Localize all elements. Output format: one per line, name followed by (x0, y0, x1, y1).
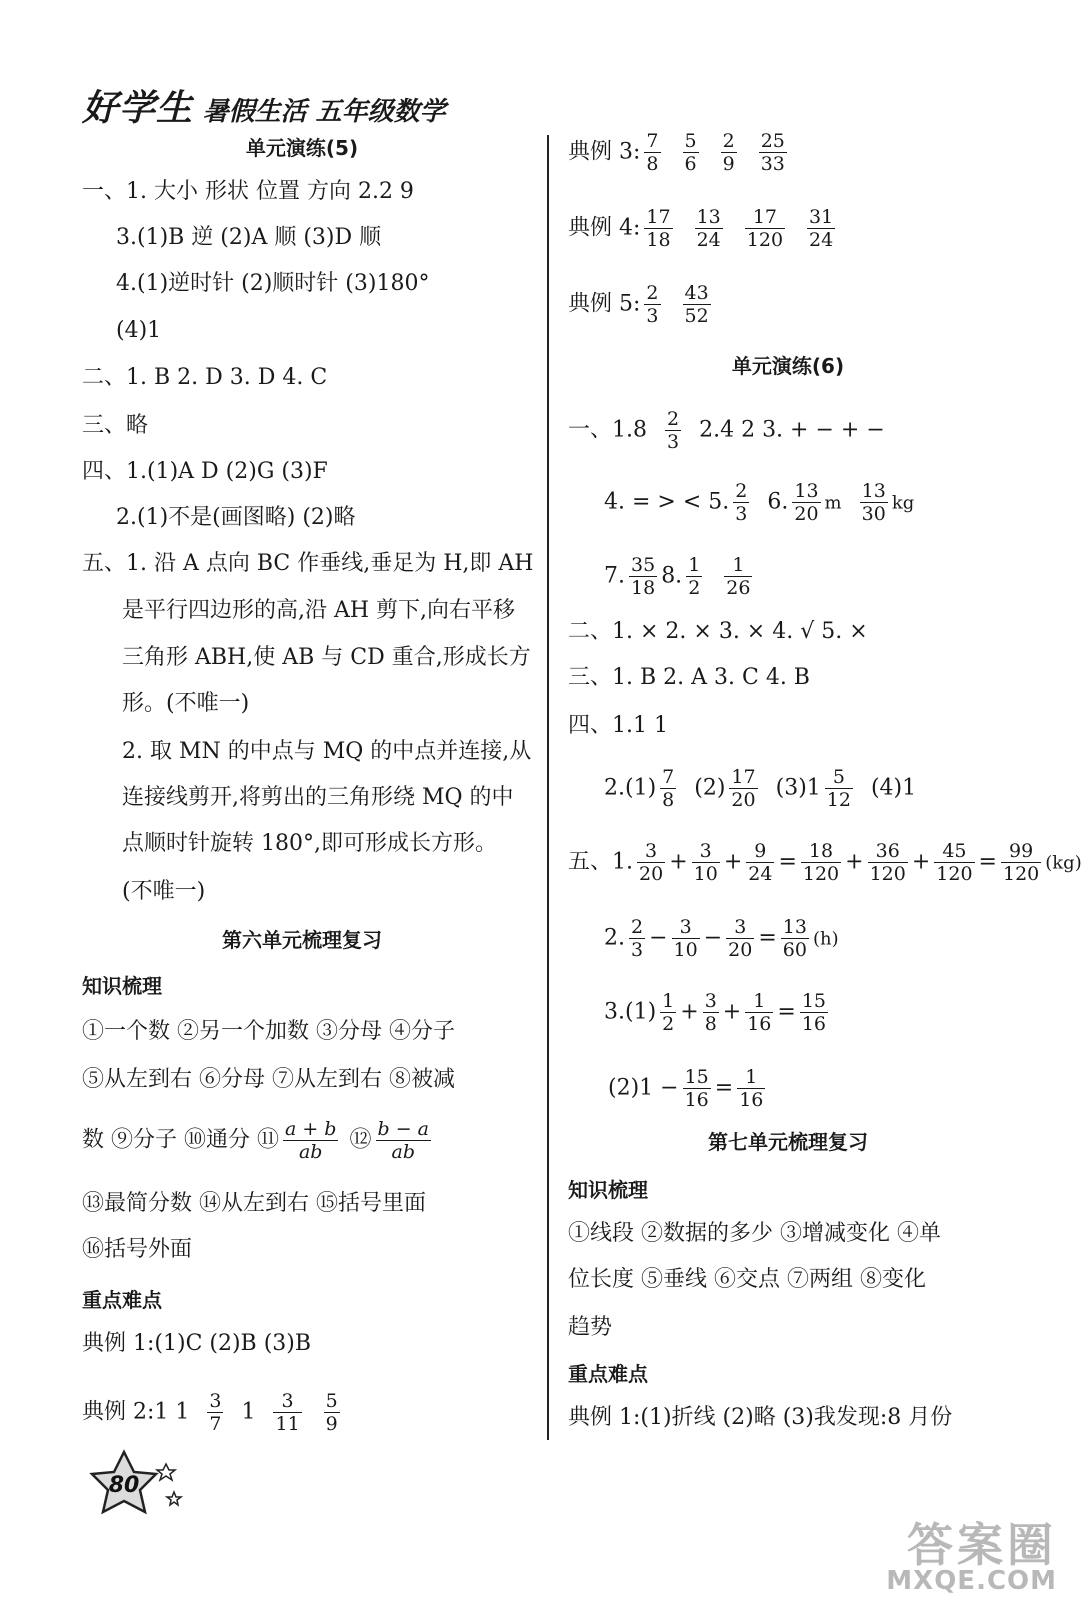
fraction-numerator: 45 (934, 840, 974, 863)
fraction (665, 408, 681, 453)
fraction-numerator: 15 (801, 990, 827, 1012)
example-line (568, 282, 715, 327)
answer-line: 四、1.(1)A D (2)G (3)F (82, 459, 328, 484)
fraction-denominator: 3 (631, 939, 644, 961)
watermark-url: MXQE.COM (886, 1566, 1057, 1596)
fraction-denominator: 30 (861, 503, 886, 525)
fraction-denominator: 26 (726, 577, 751, 599)
fraction-numerator: 1 (662, 990, 675, 1012)
fraction-denominator: 120 (936, 863, 973, 885)
example-line (568, 206, 839, 251)
fraction (629, 554, 657, 599)
knowledge-line: ⑬最简分数 ⑭从左到右 ⑮括号里面 (82, 1191, 426, 1216)
fraction-numerator: 7 (662, 766, 675, 788)
fraction (683, 130, 699, 175)
unit-label: (kg) (1045, 852, 1082, 874)
fraction (660, 766, 676, 811)
answer-line: 2. $\frac{2}{3}$ − $\frac{3}{10}$ − $\frac{3}{20}$ = $\frac{13}{60}$ (h) (604, 916, 839, 961)
fraction-denominator: 20 (728, 939, 753, 961)
fraction (721, 130, 737, 175)
unit5-heading: 单元演练(5) (245, 136, 359, 160)
fraction-denominator: ab (298, 1141, 323, 1163)
fraction (746, 840, 774, 885)
fraction-denominator: ab (391, 1141, 415, 1163)
knowledge-heading: 知识梳理 (82, 974, 162, 998)
answer-line: (2)1 − $\frac{15}{16}$ = $\frac{1}{16}$ (608, 1066, 764, 1111)
fraction-numerator: 15 (684, 1066, 709, 1088)
unit6-heading: 单元演练(6) (731, 354, 845, 378)
knowledge-line: 位长度 ⑤垂线 ⑥交点 ⑦两组 ⑧变化 (568, 1267, 926, 1292)
answer-line: 2. 取 MN 的中点与 MQ 的中点并连接,从 (122, 739, 532, 764)
knowledge-line: ①线段 ②数据的多少 ③增减变化 ④单 (568, 1221, 941, 1246)
fraction-denominator: 11 (275, 1413, 300, 1435)
fraction-denominator: 2 (662, 1013, 675, 1035)
text-segment: (4)1 (870, 775, 917, 801)
text-segment: 7. (604, 563, 625, 589)
fraction (283, 1118, 339, 1163)
fraction (660, 990, 676, 1035)
fraction-numerator: 99 (1001, 840, 1041, 863)
key-points-heading: 重点难点 (568, 1362, 648, 1386)
fraction-numerator: 1 (724, 554, 752, 577)
fraction (745, 990, 773, 1035)
answer-line (568, 408, 885, 453)
page-number-badge (88, 1448, 198, 1528)
fraction-numerator: 2 (722, 130, 735, 152)
knowledge-line (82, 1118, 435, 1163)
fraction (733, 480, 749, 525)
fraction-numerator: 25 (760, 130, 785, 152)
fraction (759, 130, 787, 175)
fraction-denominator: 7 (209, 1413, 222, 1435)
answer-line: 三角形 ABH,使 AB 与 CD 重合,形成长方 (122, 645, 531, 670)
answer-line: 3.(1)B 逆 (2)A 顺 (3)D 顺 (116, 225, 382, 250)
fraction-denominator: 6 (684, 153, 697, 175)
answer-line: 形。(不唯一) (122, 691, 250, 716)
fraction-denominator: 20 (794, 503, 819, 525)
fraction-numerator: 5 (684, 130, 697, 152)
text-segment: 五、1. (568, 849, 633, 875)
fraction-denominator: 16 (747, 1013, 772, 1035)
fraction (686, 554, 702, 599)
fraction-denominator: 10 (693, 863, 718, 885)
fraction (683, 282, 711, 327)
example-line: 典例 1:(1)C (2)B (3)B (82, 1331, 312, 1356)
example-line (568, 130, 791, 175)
answer-line: 三、1. B 2. A 3. C 4. B (568, 665, 810, 690)
answer-line: 二、1. × 2. × 3. × 4. √ 5. × (568, 619, 868, 644)
fraction (860, 480, 888, 525)
fraction (692, 840, 720, 885)
page-number: 80 (108, 1473, 140, 1498)
fraction-numerator: b − a (377, 1118, 429, 1140)
fraction-numerator: 31 (809, 206, 834, 228)
answer-line (604, 766, 916, 811)
fraction-denominator: 18 (631, 577, 656, 599)
fraction (703, 990, 719, 1035)
fraction-numerator: 35 (631, 554, 656, 576)
fraction-denominator: 33 (760, 153, 785, 175)
text-segment: (2)1 − (608, 1075, 679, 1101)
text-segment: 典例 5: (568, 291, 641, 317)
fraction-numerator: 13 (782, 916, 807, 938)
fraction-numerator: 2 (646, 282, 659, 304)
fraction-denominator: 120 (869, 863, 906, 885)
answer-line (604, 554, 756, 599)
text-segment: 数 ⑨分子 ⑩通分 ⑪ (82, 1127, 279, 1153)
answer-line: 4.(1)逆时针 (2)顺时针 (3)180° (116, 271, 430, 296)
fraction (801, 840, 841, 885)
fraction-numerator: 7 (646, 130, 659, 152)
fraction-denominator: 20 (639, 863, 664, 885)
fraction-denominator: 120 (802, 863, 840, 885)
fraction (781, 916, 809, 961)
answer-line: 2.(1)不是(画图略) (2)略 (116, 505, 356, 530)
knowledge-line: 趋势 (568, 1315, 613, 1340)
fraction-numerator: 13 (696, 206, 721, 228)
fraction-denominator: 18 (646, 229, 671, 251)
knowledge-line: ⑤从左到右 ⑥分母 ⑦从左到右 ⑧被减 (82, 1067, 455, 1092)
fraction (792, 480, 820, 525)
fraction-numerator: 2 (631, 916, 644, 938)
fraction (800, 990, 828, 1035)
fraction-numerator: 43 (684, 282, 709, 304)
knowledge-heading: 知识梳理 (568, 1178, 648, 1202)
fraction-denominator: 24 (748, 863, 773, 885)
fraction-numerator: 3 (704, 990, 717, 1012)
answer-line: 二、1. B 2. D 3. D 4. C (82, 365, 328, 390)
text-segment: 典例 2:1 1 (82, 1399, 190, 1425)
answer-line: 3.(1) $\frac{1}{2}$ + $\frac{3}{8}$ + $\frac{1}{16}$ = $\frac{15}{16}$ (604, 990, 827, 1035)
fraction (695, 206, 723, 251)
fraction-denominator: 120 (746, 229, 784, 251)
fraction (726, 916, 754, 961)
fraction-numerator: 18 (801, 840, 841, 863)
book-title (82, 80, 446, 131)
fraction (745, 206, 785, 251)
answer-line: 三、略 (82, 413, 149, 438)
example-line (82, 1390, 344, 1435)
column-divider (547, 135, 549, 1440)
fraction (644, 130, 660, 175)
fraction-denominator: 12 (826, 789, 851, 811)
unit6-review-heading: 第六单元梳理复习 (222, 928, 382, 952)
unit-label: (h) (812, 928, 839, 950)
fraction-denominator: 20 (731, 789, 756, 811)
fraction-numerator: 3 (692, 840, 720, 863)
fraction-numerator: 3 (637, 840, 665, 863)
fraction-numerator: 1 (745, 990, 773, 1013)
fraction-numerator: 2 (735, 480, 748, 502)
fraction (629, 916, 645, 961)
fraction-numerator: 9 (746, 840, 774, 863)
answer-line: 连接线剪开,将剪出的三角形绕 MQ 的中 (122, 785, 514, 810)
text-segment: 1 (241, 1399, 256, 1425)
fraction-numerator: 13 (861, 480, 886, 502)
fraction-denominator: 52 (684, 305, 709, 327)
example-line: 典例 1:(1)折线 (2)略 (3)我发现:8 月份 (568, 1405, 953, 1430)
fraction-denominator: 120 (1002, 863, 1040, 885)
fraction (644, 282, 660, 327)
unit7-review-heading: 第七单元梳理复习 (708, 1130, 868, 1154)
fraction-denominator: 16 (801, 1013, 827, 1035)
answer-line: 五、1. $\frac{3}{20}$ + $\frac{3}{10}$ + $\frac{9}{24}$ = $\frac{18}{120}$ + $\frac{36}{120}$ + $\frac{45}{120}$ = $\frac{99}{120}$ (kg) (568, 840, 1082, 885)
fraction-denominator: 8 (704, 1013, 717, 1035)
book-title-main: 好学生 (82, 88, 194, 129)
text-segment: 2.(1) (604, 775, 657, 801)
fraction-numerator: 3 (209, 1390, 222, 1412)
fraction-numerator: 36 (868, 840, 908, 863)
fraction (1001, 840, 1041, 885)
watermark-logo: 答案圈 (907, 1518, 1057, 1572)
fraction-denominator: 3 (646, 305, 659, 327)
answer-line: 是平行四边形的高,沿 AH 剪下,向右平移 (122, 598, 516, 623)
answer-line: 五、1. 沿 A 点向 BC 作垂线,垂足为 H,即 AH (82, 551, 534, 576)
fraction-numerator: 1 (688, 554, 701, 576)
answer-line: (4)1 (116, 318, 162, 343)
fraction (672, 916, 700, 961)
fraction (376, 1118, 432, 1163)
unit-label: kg (891, 492, 915, 514)
fraction-denominator: 9 (325, 1413, 338, 1435)
text-segment: 4. = > < 5. (604, 489, 730, 515)
fraction (637, 840, 665, 885)
fraction (825, 766, 853, 811)
answer-line: (不唯一) (122, 879, 206, 904)
fraction-numerator: 5 (325, 1390, 338, 1412)
fraction-numerator: 5 (825, 766, 853, 789)
fraction-numerator: 13 (794, 480, 819, 502)
knowledge-line: ①一个数 ②另一个加数 ③分母 ④分子 (82, 1019, 455, 1044)
fraction (934, 840, 974, 885)
fraction-denominator: 60 (782, 939, 807, 961)
watermark (886, 1518, 1057, 1596)
fraction-denominator: 9 (722, 153, 735, 175)
fraction-numerator: 17 (646, 206, 671, 228)
fraction-denominator: 3 (735, 503, 748, 525)
fraction-numerator: 1 (737, 1066, 765, 1089)
fraction (729, 766, 757, 811)
fraction (324, 1390, 340, 1435)
fraction-denominator: 3 (667, 431, 680, 453)
book-title-sub: 暑假生活 五年级数学 (202, 97, 446, 127)
unit-label: m (824, 492, 842, 514)
fraction-numerator: 17 (731, 766, 756, 788)
text-segment: 典例 4: (568, 215, 641, 241)
fraction-denominator: 10 (673, 939, 698, 961)
fraction (868, 840, 908, 885)
fraction-numerator: a + b (284, 1118, 337, 1140)
fraction-numerator: 2 (667, 408, 680, 430)
text-segment: 3.(1) (604, 999, 657, 1025)
text-segment: 2. (604, 925, 625, 951)
fraction-denominator: 8 (646, 153, 659, 175)
answer-line: 一、1. 大小 形状 位置 方向 2.2 9 (82, 179, 414, 204)
text-segment: 2.4 2 3. + − + − (699, 417, 885, 443)
fraction (683, 1066, 711, 1111)
text-segment: (3)1 (775, 775, 821, 801)
text-segment: ⑫ (349, 1127, 372, 1153)
fraction-denominator: 24 (696, 229, 721, 251)
fraction (273, 1390, 301, 1435)
fraction-denominator: 2 (688, 577, 701, 599)
key-points-heading: 重点难点 (82, 1288, 162, 1312)
fraction (737, 1066, 765, 1111)
fraction-numerator: 3 (672, 916, 700, 939)
answer-line: 点顺时针旋转 180°,即可形成长方形。 (122, 831, 497, 856)
fraction-numerator: 17 (745, 206, 785, 229)
star-icon (88, 1448, 198, 1528)
fraction (724, 554, 752, 599)
fraction (207, 1390, 223, 1435)
text-segment: 8. (661, 563, 683, 589)
fraction-denominator: 24 (809, 229, 834, 251)
fraction-denominator: 8 (662, 789, 675, 811)
fraction-denominator: 16 (684, 1089, 709, 1111)
text-segment: (2) (694, 775, 726, 801)
text-segment: 一、1.8 (568, 417, 647, 443)
fraction-numerator: 3 (273, 1390, 301, 1413)
answer-line: 四、1.1 1 (568, 713, 668, 738)
fraction-denominator: 16 (739, 1089, 764, 1111)
fraction (807, 206, 835, 251)
text-segment: 典例 3: (568, 139, 641, 165)
answer-line (604, 480, 914, 525)
knowledge-line: ⑯括号外面 (82, 1237, 193, 1262)
fraction-numerator: 3 (726, 916, 754, 939)
text-segment: 6. (767, 489, 789, 515)
fraction (644, 206, 672, 251)
